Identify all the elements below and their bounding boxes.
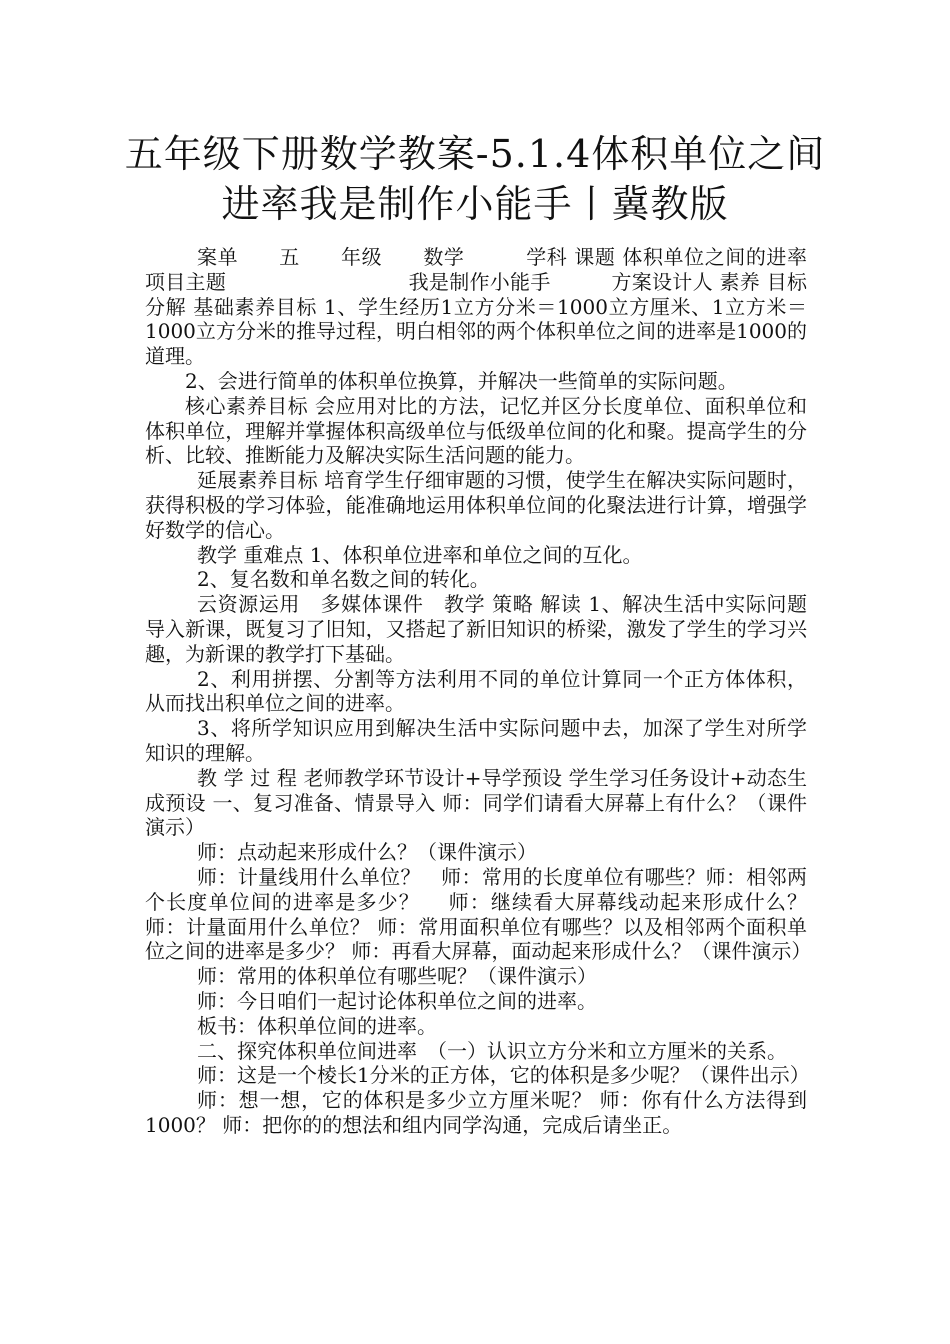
paragraph-core-goal: 核心素养目标 会应用对比的方法，记忆并区分长度单位、面积单位和体积单位，理解并掌握体积高级单位与低级单位间的化和聚。提高学生的分析、比较、推断能力及解决实际生活问题的能力。 [145, 393, 807, 468]
paragraph-key-points-2: 2、复名数和单名数之间的转化。 [197, 567, 490, 592]
paragraph-process-intro: 教 学 过 程 老师教学环节设计+导学预设 学生学习任务设计+动态生成预设 一、复习准备、情景导入 师：同学们请看大屏幕上有什么？（课件演示） [145, 765, 807, 840]
paragraph-extended-goal: 延展素养目标 培育学生仔细审题的习惯，使学生在解决实际问题时，获得积极的学习体验，能准确地运用体积单位间的化聚法进行计算，增强学好数学的信心。 [145, 468, 807, 542]
paragraph-strategy-3: 3、将所学知识应用到解决生活中实际问题中去，加深了学生对所学知识的理解。 [145, 716, 807, 765]
paragraph-teacher-point: 师：点动起来形成什么？（课件演示） [197, 840, 537, 865]
paragraph-think: 师：想一想，它的体积是多少立方厘米呢？ 师：你有什么方法得到1000？ 师：把你的的想法和组内同学沟通，完成后请坐正。 [145, 1088, 807, 1137]
paragraph-today-topic: 师：今日咱们一起讨论体积单位之间的进率。 [197, 988, 597, 1013]
paragraph-strategy-2: 2、利用拼摆、分割等方法利用不同的单位计算同一个正方体体积，从而找出积单位之间的进率。 [145, 666, 807, 716]
paragraph-goal-2: 2、会进行简单的体积单位换算，并解决一些简单的实际问题。 [185, 368, 738, 393]
paragraph-blackboard: 板书：体积单位间的进率。 [197, 1013, 437, 1038]
paragraph-volume-units: 师：常用的体积单位有哪些呢？（课件演示） [197, 964, 597, 989]
document-title-line-1: 五年级下册数学教案-5.1.4体积单位之间 [124, 132, 826, 176]
paragraph-key-points: 教学 重难点 1、体积单位进率和单位之间的互化。 [197, 542, 643, 567]
document-body [145, 245, 812, 1138]
paragraph-lesson-header: 案单 五 年级 数学 学科 课题 体积单位之间的进率 项目主题 我是制作小能手 方案设计人 素养 目标 分解 基础素养目标 1、学生经历1立方分米＝1000立方厘米、1立方米＝1000立方分米的推导过程，明白相邻的两个体积单位之间的进率是1000的道理。 [145, 245, 807, 369]
paragraph-cube-question: 师：这是一个棱长1分米的正方体，它的体积是多少呢？（课件出示） [197, 1063, 810, 1088]
paragraph-strategy-1: 云资源运用 多媒体课件 教学 策略 解读 1、解决生活中实际问题导入新课，既复习了旧知，又搭起了新旧知识的桥梁，激发了学生的学习兴趣，为新课的教学打下基础。 [145, 592, 807, 666]
document-title-line-2: 进率我是制作小能手丨冀教版 [221, 182, 729, 226]
paragraph-teacher-questions: 师：计量线用什么单位？ 师：常用的长度单位有哪些？师：相邻两个长度单位间的进率是多少？ 师：继续看大屏幕线动起来形成什么？ 师：计量面用什么单位？ 师：常用面积单位有哪些？以及相邻两个面积单位之间的进率是多少？ 师：再看大屏幕，面动起来形成什么？（课件演示） [145, 864, 812, 964]
paragraph-explore: 二、探究体积单位间进率 （一）认识立方分米和立方厘米的关系。 [197, 1038, 787, 1063]
